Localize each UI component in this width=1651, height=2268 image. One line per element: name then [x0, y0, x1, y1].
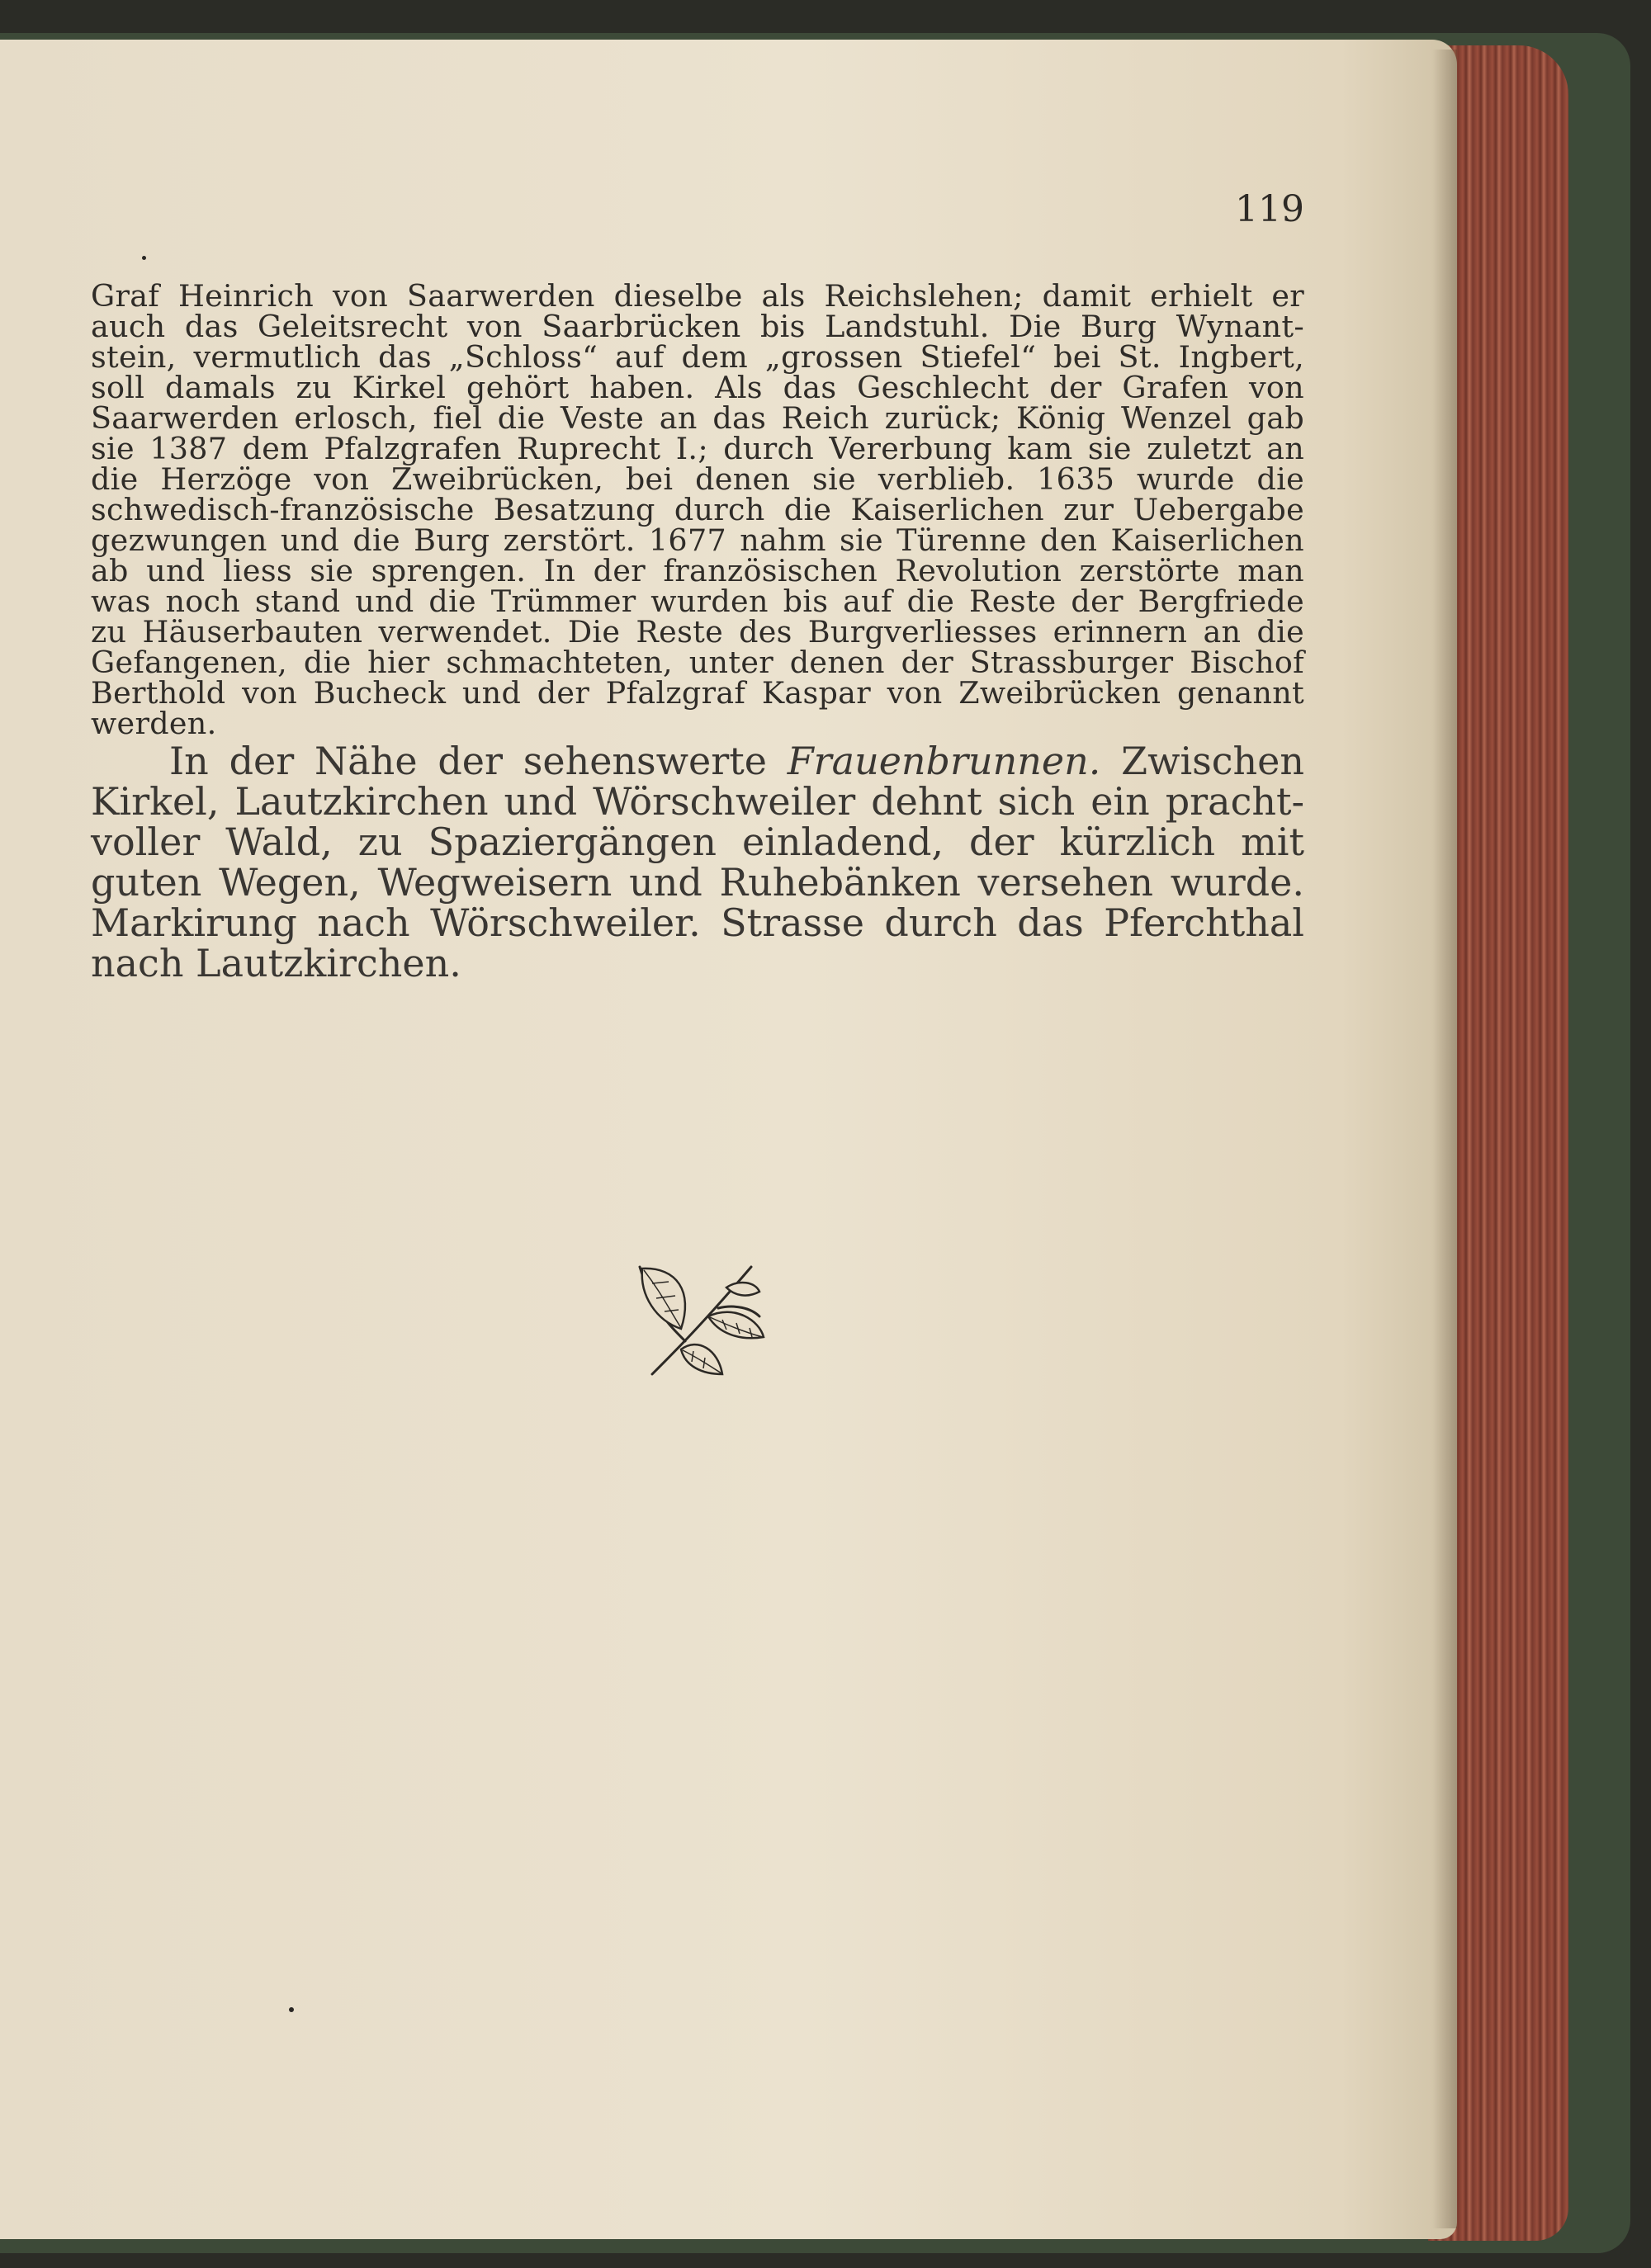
paper-speck — [142, 256, 146, 260]
text-line-first — [91, 741, 1304, 782]
text-line: Kirkel, Lautzkirchen und Wörschweiler dehnt sich ein pracht- — [91, 779, 1304, 824]
text-line: gezwungen und die Burg zerstört. 1677 nahm sie Türenne den Kaiserlichen — [91, 522, 1304, 558]
main-paragraph — [91, 741, 1304, 984]
page-gutter-shadow — [1432, 50, 1457, 2228]
text-line: die Herzöge von Zweibrücken, bei denen sie verblieb. 1635 wurde die — [91, 461, 1304, 497]
text-line: stein, vermutlich das „Schloss“ auf dem „grossen Stiefel“ bei St. Ingbert, — [91, 339, 1304, 375]
text-run: In der Nähe der sehenswerte — [169, 739, 788, 783]
text-line: nach Lautzkirchen. — [91, 941, 461, 985]
text-line: soll damals zu Kirkel gehört haben. Als das Geschlecht der Grafen von — [91, 370, 1304, 405]
page-number: 119 — [1235, 188, 1304, 230]
small-print-paragraph — [91, 278, 1304, 741]
text-line: Gefangenen, die hier schmachteten, unter denen der Strassburger Bischof — [91, 645, 1304, 680]
text-line: Graf Heinrich von Saarwerden dieselbe als Reichslehen; damit erhielt er — [91, 278, 1304, 314]
text-line: Saarwerden erlosch, fiel die Veste an das Reich zurück; König Wenzel gab — [91, 400, 1304, 436]
text-line: Markirung nach Wörschweiler. Strasse durch das Pferchthal — [91, 900, 1304, 945]
text-run: Zwischen — [1100, 739, 1304, 783]
text-line: ab und liess sie sprengen. In der französischen Revolution zerstörte man — [91, 553, 1304, 588]
text-line: auch das Geleitsrecht von Saarbrücken bis Landstuhl. Die Burg Wynant- — [91, 309, 1304, 344]
text-line: Berthold von Bucheck und der Pfalzgraf Kaspar von Zweibrücken genannt — [91, 675, 1304, 711]
paper-speck — [289, 2007, 294, 2012]
text-line: sie 1387 dem Pfalzgrafen Ruprecht I.; durch Vererbung kam sie zuletzt an — [91, 431, 1304, 466]
text-line: was noch stand und die Trümmer wurden bis auf die Reste der Bergfriede — [91, 584, 1304, 619]
text-line: zu Häuserbauten verwendet. Die Reste des Burgverliesses erinnern an die — [91, 614, 1304, 650]
text-line: guten Wegen, Wegweisern und Ruhebänken versehen wurde. — [91, 860, 1304, 905]
emphasized-place-name: Frauenbrunnen. — [787, 739, 1101, 783]
text-line: voller Wald, zu Spaziergängen einladend, der kürzlich mit — [91, 820, 1304, 864]
leaf-ornament-icon — [636, 1259, 768, 1391]
text-line: schwedisch-französische Besatzung durch die Kaiserlichen zur Uebergabe — [91, 492, 1304, 527]
text-line: werden. — [91, 706, 217, 741]
